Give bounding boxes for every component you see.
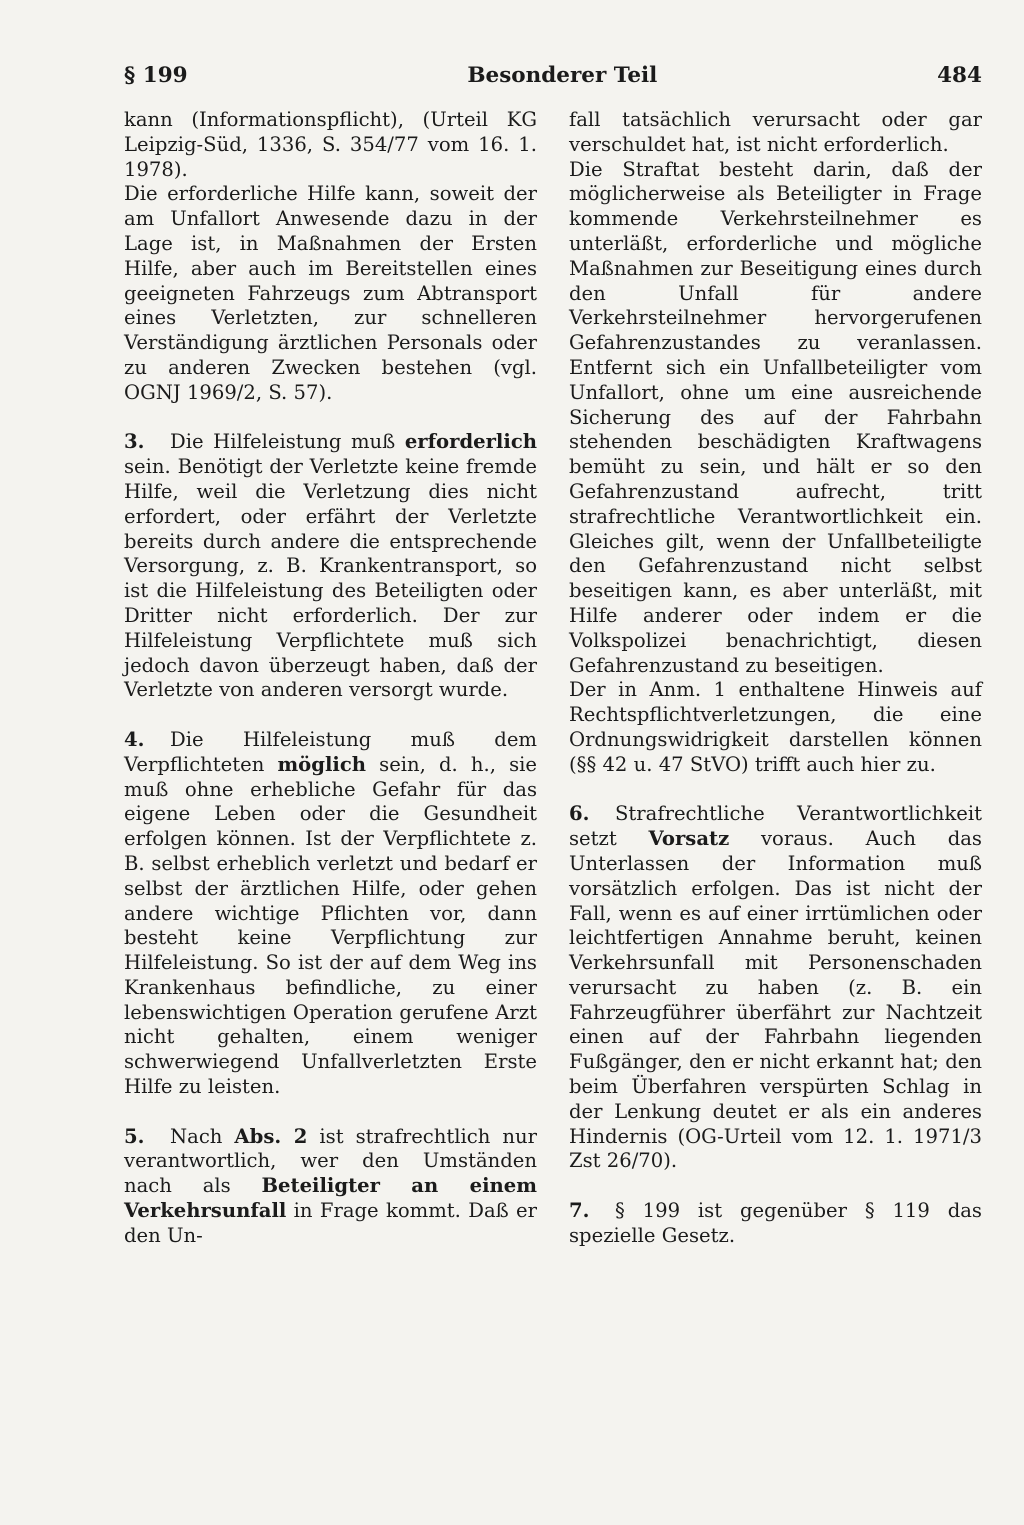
note-7: 7. § 199 ist gegenüber § 119 das spezielle Gesetz. bbox=[569, 1199, 982, 1247]
note-number: 6. bbox=[569, 802, 590, 826]
right-column bbox=[569, 108, 982, 1249]
emphasis: Abs. 2 bbox=[234, 1124, 308, 1148]
emphasis: möglich bbox=[277, 752, 367, 776]
header-section: § 199 bbox=[124, 62, 188, 88]
text-columns bbox=[124, 108, 982, 1249]
note-number: 3. bbox=[124, 430, 145, 454]
note-4: 4. Die Hilfeleistung muß dem Verpflichteten möglich sein, d. h., sie muß ohne erhebliche Gefahr für das eigene Leben oder die Gesundheit erfolgen können. Ist der Verpflichtete z. B. selbst erheblich verletzt und bedarf er selbst der ärztlichen Hilfe, oder gehen andere wichtige Pflichten vor, dann besteht keine Verpflichtung zur Hilfeleistung. So ist der auf dem Weg ins Krankenhaus befindliche, zu einer lebenswichtigen Operation gerufene Arzt nicht gehalten, einem weniger schwerwiegend Unfallverletzten Erste Hilfe zu leisten. bbox=[124, 727, 537, 1099]
paragraph: Die erforderliche Hilfe kann, soweit der am Unfallort Anwesende dazu in der Lage ist, in Maßnahmen der Ersten Hilfe, aber auch im Bereitstellen eines geeigneten Fahrzeugs zum Abtransport eines Verletzten, zur schnelleren Verständigung ärztlichen Personals oder zu anderen Zwecken bestehen (vgl. OGNJ 1969/2, S. 57). bbox=[124, 182, 537, 404]
paragraph: Der in Anm. 1 enthaltene Hinweis auf Rechtspflichtverletzungen, die eine Ordnungswidrigkeit darstellen können (§§ 42 u. 47 StVO) trifft auch hier zu. bbox=[569, 678, 982, 776]
running-header bbox=[124, 58, 982, 92]
header-title: Besonderer Teil bbox=[467, 62, 658, 88]
emphasis: Vorsatz bbox=[648, 827, 730, 851]
paragraph: Die Straftat besteht darin, daß der möglicherweise als Beteiligter in Frage kommende Verkehrsteilnehmer es unterläßt, erforderliche und mögliche Maßnahmen zur Beseitigung eines durch den Unfall für andere Verkehrsteilnehmer hervorgerufenen Gefahrenzustandes zu veranlassen. Entfernt sich ein Unfallbeteiligter vom Unfallort, ohne um eine ausreichende Sicherung des auf der Fahrbahn stehenden beschädigten Kraftwagens bemüht zu sein, und hält er so den Gefahrenzustand aufrecht, tritt strafrechtliche Verantwortlichkeit ein. Gleiches gilt, wenn der Unfallbeteiligte den Gefahrenzustand nicht selbst beseitigen kann, es aber unterläßt, mit Hilfe anderer oder indem er die Volkspolizei benachrichtigt, diesen Gefahrenzustand zu beseitigen. bbox=[569, 157, 982, 677]
note-5: 5. Nach Abs. 2 ist strafrechtlich nur verantwortlich, wer den Umständen nach als Beteiligter an einem Verkehrsunfall in Frage kommt. Daß er den Un- bbox=[124, 1124, 537, 1247]
emphasis: erforderlich bbox=[404, 430, 537, 454]
left-column bbox=[124, 108, 537, 1249]
emphasis: Beteiligter an einem Verkehrsunfall bbox=[124, 1174, 537, 1223]
note-number: 5. bbox=[124, 1124, 145, 1148]
paragraph: kann (Informationspflicht), (Urteil KG Leipzig-Süd, 1336, S. 354/77 vom 16. 1. 1978). bbox=[124, 108, 537, 181]
paragraph: fall tatsächlich verursacht oder gar verschuldet hat, ist nicht erforderlich. bbox=[569, 108, 982, 156]
note-number: 4. bbox=[124, 727, 145, 751]
note-6: 6. Strafrechtliche Verantwortlichkeit setzt Vorsatz voraus. Auch das Unterlassen der Information muß vorsätzlich erfolgen. Das ist nicht der Fall, wenn es auf einer irrtümlichen oder leichtfertigen Annahme beruht, keinen Verkehrsunfall mit Personenschaden verursacht zu haben (z. B. ein Fahrzeugführer überfährt zur Nachtzeit einen auf der Fahrbahn liegenden Fußgänger, den er nicht erkannt hat; den beim Überfahren verspürten Schlag in der Lenkung deutet er als ein anderes Hindernis (OG-Urteil vom 12. 1. 1971/3 Zst 26/70). bbox=[569, 802, 982, 1173]
note-number: 7. bbox=[569, 1199, 590, 1223]
header-page-number: 484 bbox=[937, 62, 982, 88]
note-3: 3. Die Hilfeleistung muß erforderlich sein. Benötigt der Verletzte keine fremde Hilfe, weil die Verletzung dies nicht erfordert, oder erfährt der Verletzte bereits durch andere die entsprechende Versorgung, z. B. Krankentransport, so ist die Hilfeleistung des Beteiligten oder Dritter nicht erforderlich. Der zur Hilfeleistung Verpflichtete muß sich jedoch davon überzeugt haben, daß der Verletzte von anderen versorgt wurde. bbox=[124, 430, 537, 702]
